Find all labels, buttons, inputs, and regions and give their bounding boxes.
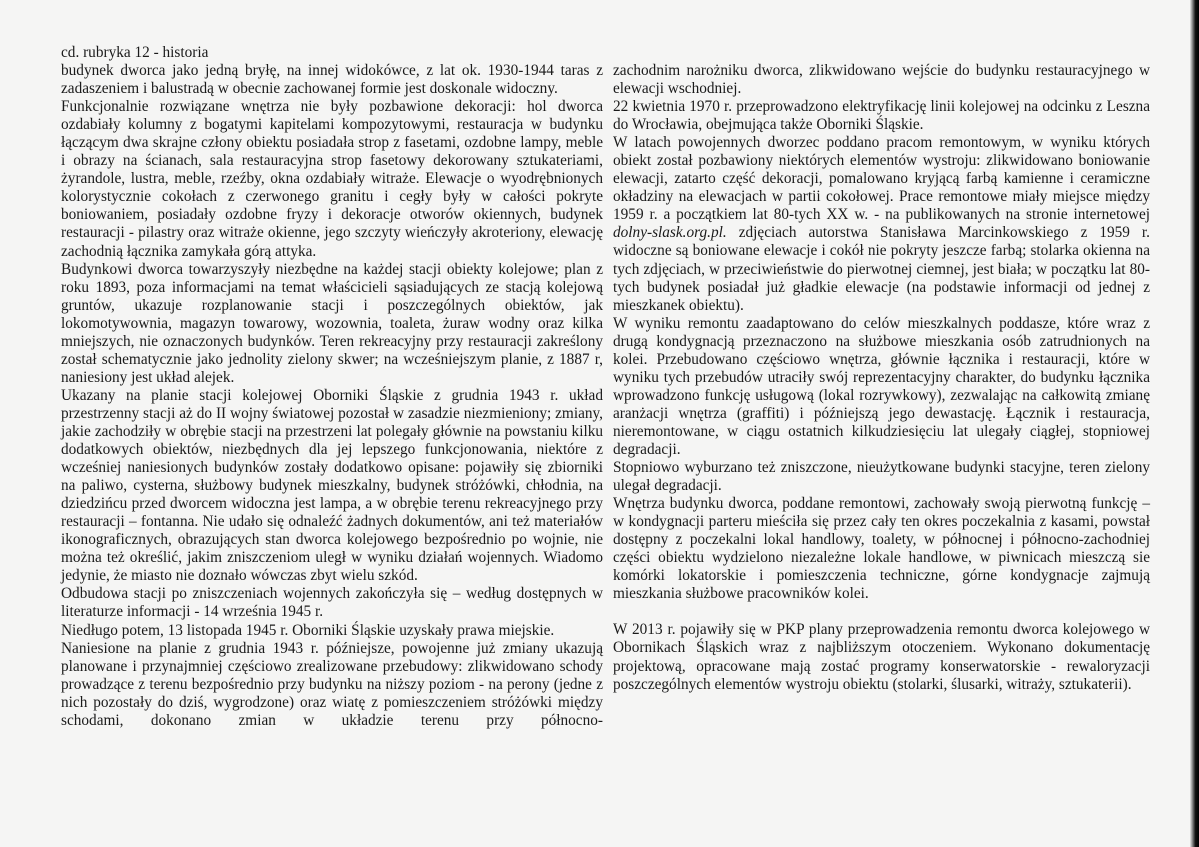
paragraph: Stopniowo wyburzano też zniszczone, nieużytkowane budynki stacyjne, teren zielony ulegał degradacji. — [613, 459, 1150, 495]
right-column — [613, 62, 1150, 694]
scan-edge-shadow — [1190, 0, 1199, 847]
paragraph: 22 kwietnia 1970 r. przeprowadzono elektryfikację linii kolejowej na odcinku z Leszna do Wrocławia, obejmująca także Oborniki Śląskie. — [613, 98, 1150, 134]
paragraph-with-link — [613, 134, 1150, 314]
paragraph: W 2013 r. pojawiły się w PKP plany przeprowadzenia remontu dworca kolejowego w Obornikach Śląskich wraz z najbliższym otoczeniem. Wykonano dokumentację projektową, opracowane mają zostać programy konserwatorskie - rewaloryzacji poszczególnych elementów wystroju obiektu (stolarki, ślusarki, witraży, sztukaterii). — [613, 621, 1150, 693]
section-header: cd. rubryka 12 - historia — [61, 44, 209, 61]
paragraph: Naniesione na planie z grudnia 1943 r. późniejsze, powojenne już zmiany ukazują planowane i przynajmniej częściowo zrealizowane przebudowy: zlikwidowano schody prowadzące z terenu bezpośrednio przy budynku na niższy poziom - na perony (jedne z nich pozostały do dziś, wygrodzone) oraz wiatę z pomieszczeniem stróżówki między schodami, dokonano zmian w układzie terenu przy północno- — [61, 639, 603, 729]
paragraph: Odbudowa stacji po zniszczeniach wojennych zakończyła się – według dostępnych w literaturze informacji - 14 września 1945 r. — [61, 585, 603, 621]
paragraph-continuation: zdjęciach autorstwa Stanisława Marcinkowskiego z 1959 r. widoczne są boniowane elewacje i cokół nie pokryty jeszcze farbą; stolarka okienna na tych zdjęciach, w przeciwieństwie do pierwotnej ciemnej, jest biała; w początku lat 80-tych budynek posiadał już gładkie elewacje (na podstawie informacji od jednej z mieszkanek obiektu). — [613, 224, 1150, 314]
website-reference: dolny-slask.org.pl. — [613, 224, 727, 242]
paragraph: Niedługo potem, 13 listopada 1945 r. Oborniki Śląskie uzyskały prawa miejskie. — [61, 621, 555, 639]
paragraph: Ukazany na planie stacji kolejowej Oborniki Śląskie z grudnia 1943 r. układ przestrzenny stacji aż do II wojny światowej pozostał w zasadzie niezmieniony; zmiany, jakie zachodziły w obrębie stacji na przestrzeni lat polegały głównie na powstaniu kilku dodatkowych obiektów, niezbędnych dla jej lepszego funkcjonowania, niektóre z wcześniej naniesionych budynków zostały dodatkowo opisane: pojawiły się zbiorniki na paliwo, cysterna, służbowy budynek mieszkalny, budynek stróżówki, chłodnia, na dziedzińcu przed dworcem widoczna jest lampa, a w obrębie terenu rekreacyjnego przy restauracji – fontanna. Nie udało się odnaleźć żadnych dokumentów, ani też materiałów ikonograficznych, obrazujących stan dworca kolejowego bezpośrednio po wojnie, nie można też określić, jakim zniszczeniom uległ w wyniku działań wojennych. Wiadomo jedynie, że miasto nie doznało wówczas zbyt wielu szkód. — [61, 386, 603, 585]
paragraph: W wyniku remontu zaadaptowano do celów mieszkalnych poddasze, które wraz z drugą kondygnacją przeznaczono na służbowe mieszkania osób zatrudnionych na kolei. Przebudowano częściowo wnętrza, głównie łącznika i restauracji, które w wyniku tych przebudów utraciły swój reprezentacyjny charakter, do budynku łącznika wprowadzono funkcję usługową (lokal rozrywkowy), zezwalając na całkowitą zmianę aranżacji wnętrza (graffiti) i późniejszą jego dewastację. Łącznik i restauracja, nieremontowane, w ciągu ostatnich kilkudziesięciu lat ulegały ciągłej, stopniowej degradacji. — [613, 314, 1150, 458]
paragraph: Budynkowi dworca towarzyszyły niezbędne na każdej stacji obiekty kolejowe; plan z roku 1893, poza informacjami na temat właścicieli sąsiadujących ze stacją kolejową gruntów, ukazuje rozplanowanie stacji i poszczególnych obiektów, jak lokomotywownia, magazyn towarowy, wozownia, toaleta, żuraw wodny oraz kilka mniejszych, nie oznaczonych budynków. Teren rekreacyjny przy restauracji zakreślony został schematycznie jako jednolity zielony skwer; na wcześniejszym planie, z 1887 r, naniesiony jest układ alejek. — [61, 260, 603, 386]
paragraph: zachodnim narożniku dworca, zlikwidowano wejście do budynku restauracyjnego w elewacji wschodniej. — [613, 62, 1150, 98]
left-column — [61, 44, 603, 730]
paragraph-text: W latach powojennych dworzec poddano pracom remontowym, w wyniku których obiekt został pozbawiony niektórych elementów wystroju: zlikwidowano boniowanie elewacji, zatarto część dekoracji, pomalowano kryjącą farbą kamienne i ceramiczne okładziny na elewacjach w partii cokołowej. Prace remontowe miały miejsce między 1959 r. a początkiem lat 80-tych XX w. - na publikowanych na stronie internetowej — [613, 134, 1150, 224]
paragraph: budynek dworca jako jedną bryłę, na innej widokówce, z lat ok. 1930-1944 taras z zadaszeniem i balustradą w obecnie zachowanej formie jest doskonale widoczny. — [61, 62, 603, 98]
paragraph: Wnętrza budynku dworca, poddane remontowi, zachowały swoją pierwotną funkcję – w kondygnacji parteru mieściła się przez cały ten okres poczekalnia z kasami, powstał dostępny z poczekalni lokal handlowy, toalety, w północnej i północno-zachodniej części obiektu wydzielono niezależne lokale handlowe, w piwnicach mieszczą sie komórki lokatorskie i pomieszczenia techniczne, górne kondygnacje zajmują mieszkania służbowe pracowników kolei. — [613, 495, 1150, 603]
paragraph: Funkcjonalnie rozwiązane wnętrza nie były pozbawione dekoracji: hol dworca ozdabiały kolumny z bogatymi kapitelami kompozytowymi, restauracja w budynku łączącym dwa skrajne człony obiektu posiadała strop z fasetami, ozdobne lampy, meble i obrazy na ścianach, sala restauracyjna strop fasetowy dekorowany sztukateriami, żyrandole, lustra, meble, rzeźby, okna ozdabiały witraże. Elewacje o wyodrębnionych kolorystycznie cokołach z czerwonego granitu i cegły były w całości pokryte boniowaniem, posiadały ozdobne fryzy i dekoracje otworów okiennych, budynek restauracji - pilastry oraz witraże okienne, jego szczyty wieńczyły akroteriony, elewację zachodnią łącznika zamykała górą attyka. — [61, 98, 603, 260]
